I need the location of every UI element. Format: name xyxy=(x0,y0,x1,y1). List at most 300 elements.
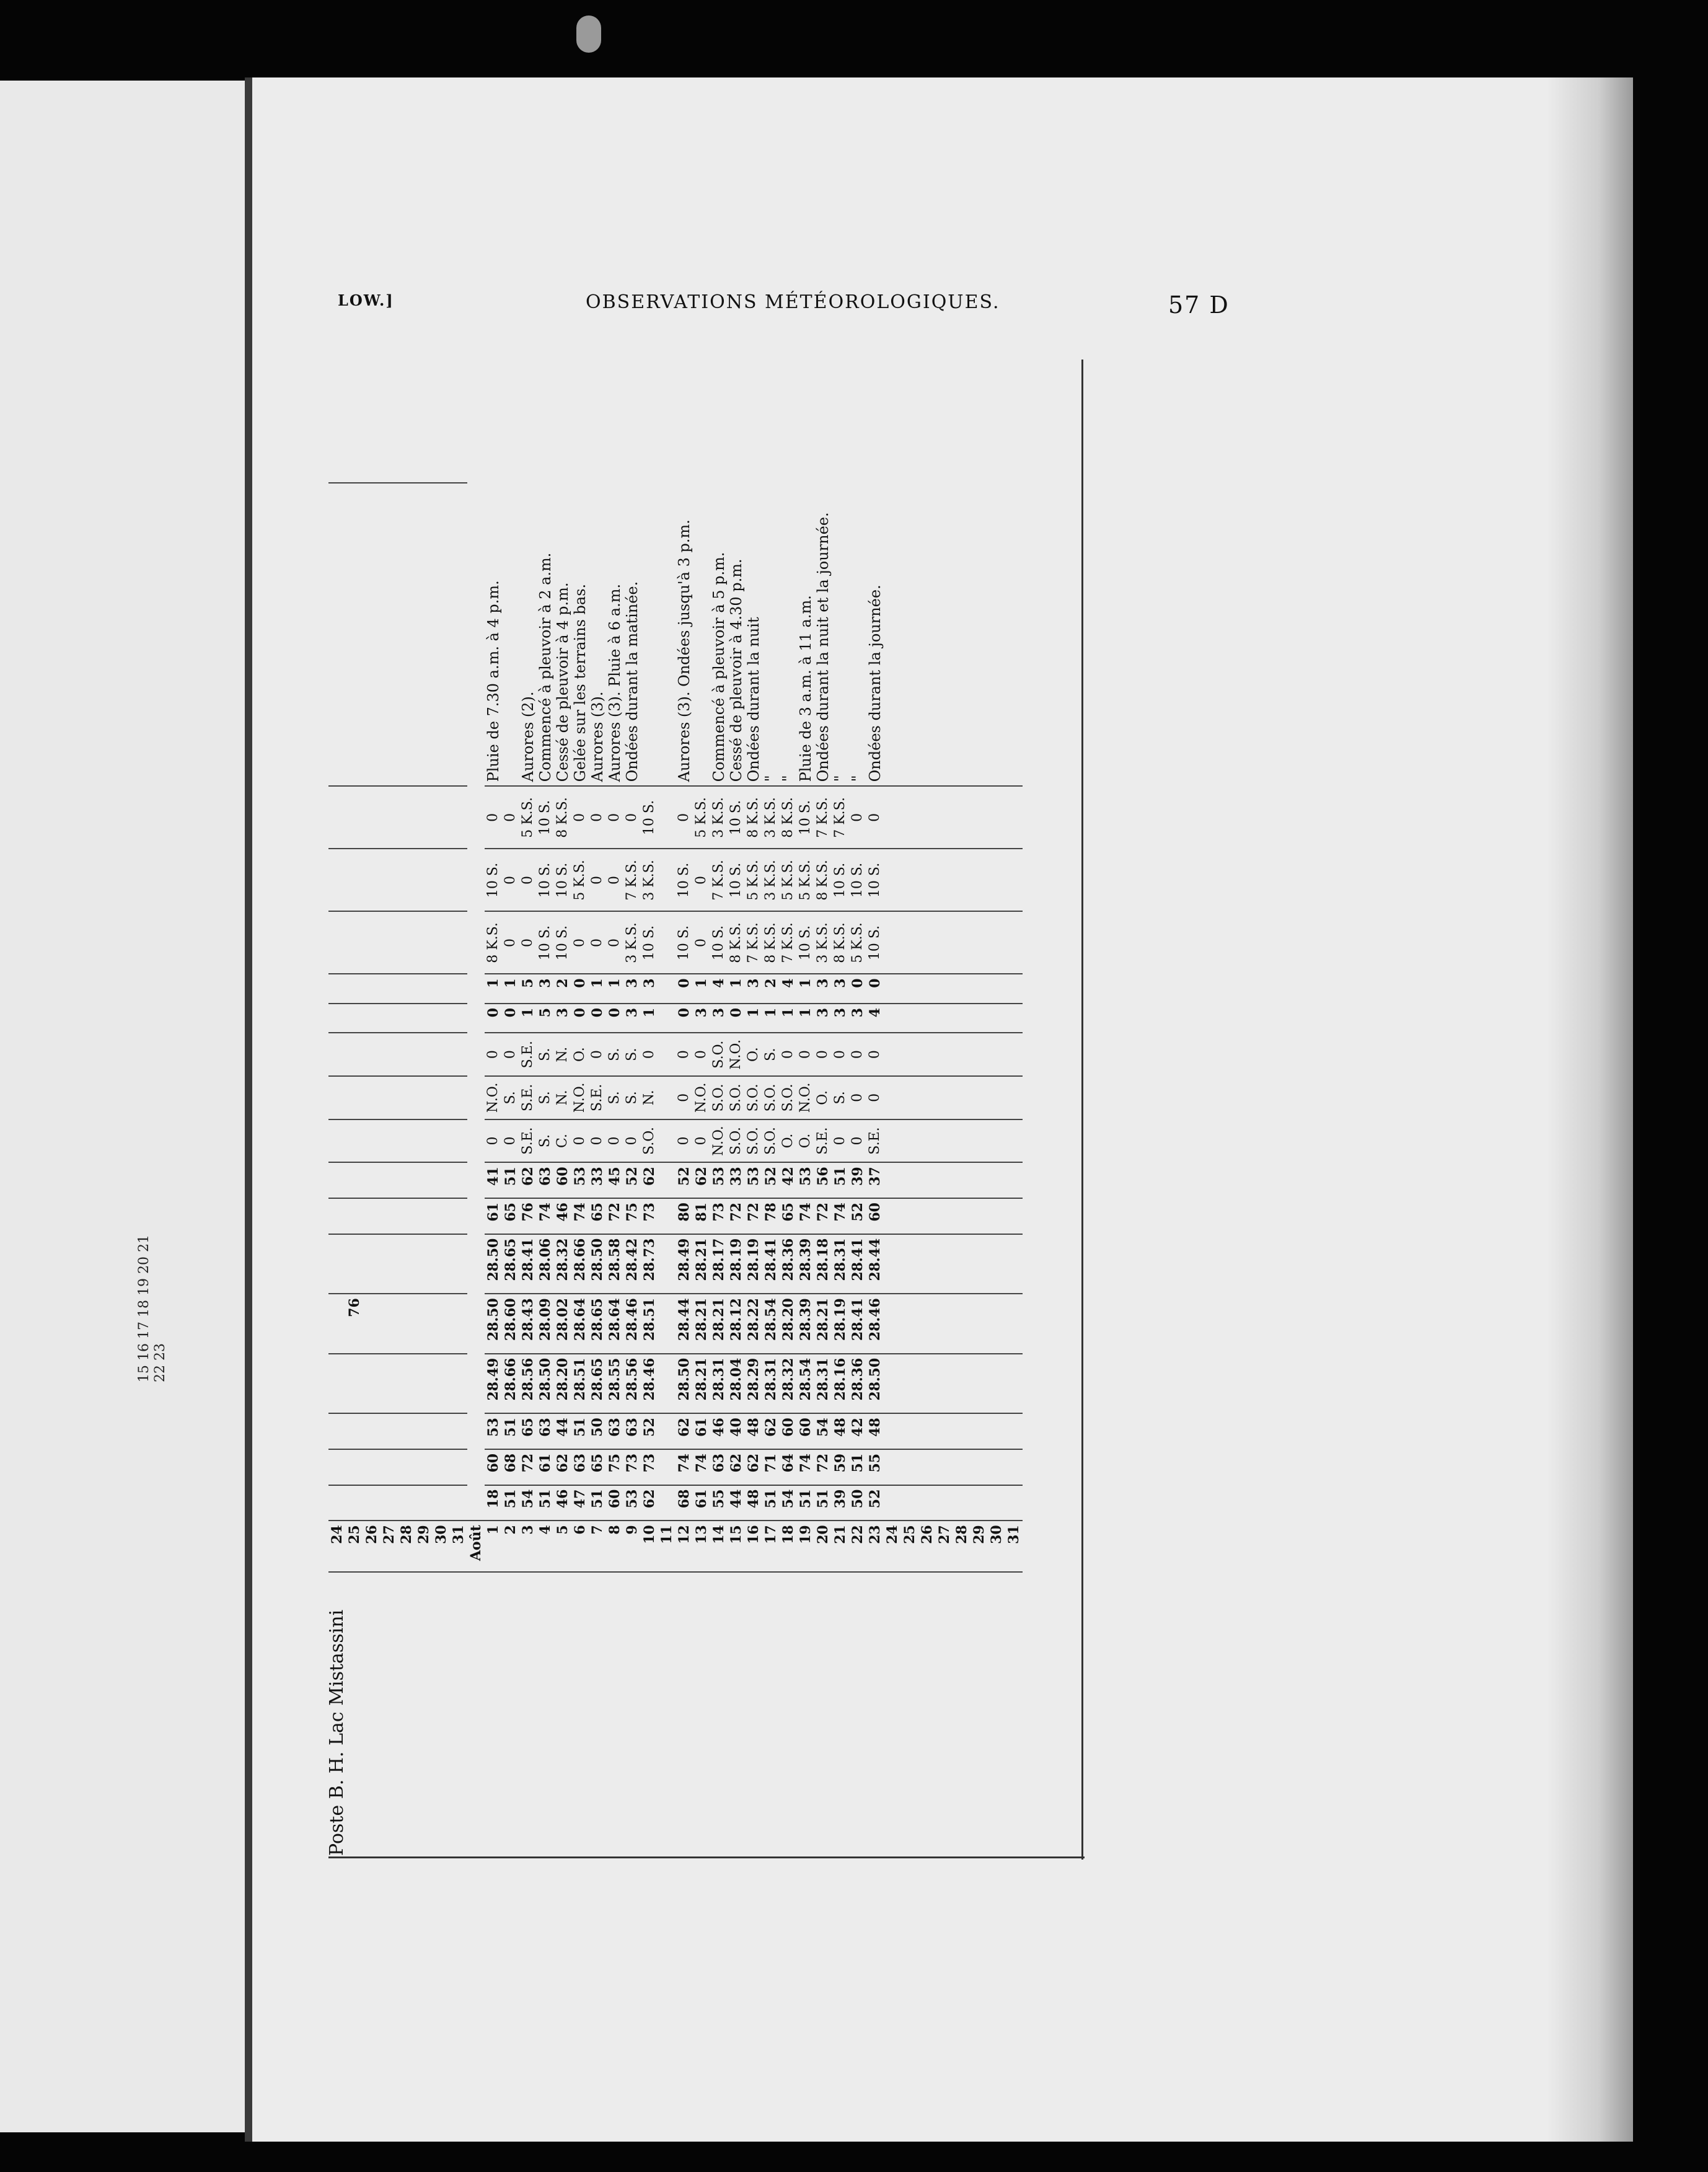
value-cell: 63 xyxy=(710,1449,728,1485)
value-cell: 0 xyxy=(849,786,866,849)
value-cell xyxy=(381,786,398,849)
value-cell: S.O. xyxy=(780,1076,797,1119)
value-cell xyxy=(363,1004,381,1033)
value-cell: 53 xyxy=(571,1162,589,1198)
value-cell xyxy=(988,849,1005,911)
value-cell xyxy=(346,1076,363,1119)
value-cell xyxy=(450,1354,467,1414)
observations-table xyxy=(328,360,1091,1860)
value-cell xyxy=(901,786,918,849)
remarks-cell xyxy=(936,483,953,786)
station-cell xyxy=(346,1572,363,1860)
station-cell xyxy=(693,1572,710,1860)
remarks-cell: Pluie de 7.30 a.m. à 4 p.m. xyxy=(485,580,502,782)
value-cell: 28.50 xyxy=(866,1354,884,1414)
value-cell: 73 xyxy=(641,1198,658,1234)
value-cell xyxy=(884,1033,901,1076)
remarks-cell xyxy=(433,360,450,483)
remarks-cell: " xyxy=(780,775,797,782)
value-cell: 55 xyxy=(710,1485,728,1521)
value-cell: 75 xyxy=(606,1449,623,1485)
value-cell: S.E. xyxy=(519,1033,537,1076)
value-cell xyxy=(346,483,363,786)
value-cell xyxy=(884,1119,901,1163)
table-row xyxy=(346,360,363,1860)
value-cell xyxy=(381,1119,398,1163)
value-cell: 10 S. xyxy=(866,911,884,974)
value-cell xyxy=(381,1004,398,1033)
value-cell xyxy=(398,1198,415,1234)
value-cell xyxy=(884,1004,901,1033)
day-cell: 8 xyxy=(606,1521,623,1572)
day-cell: 27 xyxy=(936,1521,953,1572)
remarks-cell xyxy=(328,360,346,483)
value-cell xyxy=(328,1162,346,1198)
remarks-cell: Aurores (3). Ondées jusqu'à 3 p.m. xyxy=(676,519,693,782)
value-cell: 63 xyxy=(537,1413,554,1449)
value-cell xyxy=(381,849,398,911)
value-cell: 0 xyxy=(502,786,519,849)
value-cell xyxy=(918,1485,936,1521)
value-cell xyxy=(433,1234,450,1294)
value-cell: S.E. xyxy=(814,1119,832,1163)
station-cell xyxy=(710,1572,728,1860)
value-cell xyxy=(415,1198,433,1234)
value-cell: 28.56 xyxy=(519,1354,537,1414)
value-cell xyxy=(381,483,398,786)
value-cell xyxy=(398,1485,415,1521)
value-cell: 28.22 xyxy=(745,1294,762,1354)
table-row xyxy=(710,360,728,1860)
value-cell: 48 xyxy=(832,1413,849,1449)
value-cell: 46 xyxy=(710,1413,728,1449)
value-cell: 8 K.S. xyxy=(728,911,745,974)
value-cell xyxy=(1005,1354,1023,1414)
day-cell: 22 xyxy=(849,1521,866,1572)
value-cell: 2 xyxy=(554,974,571,1003)
station-cell xyxy=(780,1572,797,1860)
value-cell xyxy=(433,849,450,911)
value-cell: 28.46 xyxy=(641,1354,658,1414)
value-cell xyxy=(658,1162,676,1198)
value-cell: 76 xyxy=(346,1294,363,1354)
value-cell: 68 xyxy=(676,1485,693,1521)
remarks-cell xyxy=(693,483,710,786)
value-cell xyxy=(450,1413,467,1449)
value-cell: S.O. xyxy=(641,1119,658,1163)
value-cell xyxy=(450,1449,467,1485)
value-cell: 0 xyxy=(866,1076,884,1119)
value-cell: S. xyxy=(606,1033,623,1076)
value-cell xyxy=(328,1485,346,1521)
table-row xyxy=(589,360,606,1860)
value-cell xyxy=(450,1234,467,1294)
value-cell: 0 xyxy=(502,1119,519,1163)
remarks-cell: Commencé à pleuvoir à 2 a.m. xyxy=(537,552,554,782)
value-cell xyxy=(953,1198,971,1234)
remarks-cell: Aurores (3). Pluie à 6 a.m. xyxy=(606,583,623,782)
value-cell: S.E. xyxy=(519,1076,537,1119)
value-cell: 28.31 xyxy=(762,1354,780,1414)
value-cell xyxy=(918,1449,936,1485)
station-cell xyxy=(415,1572,433,1860)
value-cell: 3 xyxy=(832,974,849,1003)
value-cell xyxy=(988,1354,1005,1414)
value-cell xyxy=(381,974,398,1003)
value-cell: 3 xyxy=(849,1004,866,1033)
value-cell: 0 xyxy=(849,1033,866,1076)
table-row xyxy=(884,360,901,1860)
value-cell: 0 xyxy=(485,1119,502,1163)
value-cell: 51 xyxy=(502,1485,519,1521)
value-cell xyxy=(936,1294,953,1354)
value-cell: 0 xyxy=(676,1119,693,1163)
value-cell xyxy=(1005,1162,1023,1198)
value-cell xyxy=(901,1485,918,1521)
value-cell: 28.04 xyxy=(728,1354,745,1414)
value-cell: 28.55 xyxy=(606,1354,623,1414)
value-cell: O. xyxy=(571,1033,589,1076)
value-cell xyxy=(363,1162,381,1198)
value-cell xyxy=(936,1234,953,1294)
value-cell: 0 xyxy=(606,849,623,911)
station-cell xyxy=(728,1572,745,1860)
value-cell: 1 xyxy=(519,1004,537,1033)
value-cell xyxy=(884,1198,901,1234)
value-cell: 28.60 xyxy=(502,1294,519,1354)
value-cell: 42 xyxy=(849,1413,866,1449)
station-cell xyxy=(571,1572,589,1860)
remarks-cell xyxy=(1005,483,1023,786)
remarks-cell: Ondées durant la nuit xyxy=(745,617,762,782)
day-cell: 9 xyxy=(623,1521,641,1572)
station-cell xyxy=(832,1572,849,1860)
value-cell xyxy=(398,786,415,849)
value-cell xyxy=(433,1354,450,1414)
day-cell: 30 xyxy=(988,1521,1005,1572)
value-cell xyxy=(398,911,415,974)
value-cell xyxy=(1005,786,1023,849)
value-cell: 28.31 xyxy=(814,1354,832,1414)
value-cell xyxy=(884,1485,901,1521)
value-cell xyxy=(433,1198,450,1234)
value-cell xyxy=(398,849,415,911)
day-cell: 19 xyxy=(797,1521,814,1572)
value-cell xyxy=(363,1294,381,1354)
value-cell xyxy=(346,1413,363,1449)
value-cell: 28.39 xyxy=(797,1294,814,1354)
value-cell: 10 S. xyxy=(676,911,693,974)
value-cell: 73 xyxy=(623,1449,641,1485)
value-cell xyxy=(884,974,901,1003)
value-cell: O. xyxy=(797,1119,814,1163)
value-cell xyxy=(918,1076,936,1119)
table-row xyxy=(797,360,814,1860)
value-cell: 3 K.S. xyxy=(762,849,780,911)
value-cell xyxy=(346,911,363,974)
station-cell xyxy=(762,1572,780,1860)
value-cell xyxy=(346,1004,363,1033)
value-cell: 74 xyxy=(797,1198,814,1234)
remarks-cell xyxy=(918,483,936,786)
value-cell xyxy=(658,1033,676,1076)
value-cell xyxy=(953,1449,971,1485)
value-cell xyxy=(398,1119,415,1163)
value-cell xyxy=(988,1033,1005,1076)
remarks-cell xyxy=(450,360,467,483)
value-cell xyxy=(971,974,988,1003)
value-cell: S.O. xyxy=(728,1119,745,1163)
value-cell: 62 xyxy=(676,1413,693,1449)
value-cell xyxy=(363,849,381,911)
value-cell: 78 xyxy=(762,1198,780,1234)
value-cell: 0 xyxy=(571,786,589,849)
value-cell xyxy=(433,1119,450,1163)
value-cell xyxy=(398,483,415,786)
table-row xyxy=(780,360,797,1860)
value-cell xyxy=(328,974,346,1003)
value-cell xyxy=(918,1198,936,1234)
remarks-cell xyxy=(658,483,676,786)
day-cell: 28 xyxy=(953,1521,971,1572)
value-cell xyxy=(381,1449,398,1485)
value-cell: 46 xyxy=(554,1485,571,1521)
value-cell: 0 xyxy=(502,1033,519,1076)
station-cell xyxy=(381,1572,398,1860)
day-cell: 30 xyxy=(433,1521,450,1572)
value-cell: 28.54 xyxy=(762,1294,780,1354)
value-cell xyxy=(936,1198,953,1234)
value-cell: 65 xyxy=(589,1198,606,1234)
value-cell: 54 xyxy=(519,1485,537,1521)
value-cell: 28.54 xyxy=(797,1354,814,1414)
value-cell xyxy=(433,1449,450,1485)
value-cell: 0 xyxy=(728,1004,745,1033)
remarks-cell xyxy=(363,360,381,483)
remarks-cell xyxy=(381,360,398,483)
station-cell xyxy=(450,1572,467,1860)
value-cell xyxy=(901,849,918,911)
value-cell xyxy=(884,1449,901,1485)
station-cell xyxy=(606,1572,623,1860)
value-cell xyxy=(936,1033,953,1076)
station-cell xyxy=(589,1572,606,1860)
value-cell: 1 xyxy=(641,1004,658,1033)
station-cell xyxy=(797,1572,814,1860)
value-cell: 1 xyxy=(693,974,710,1003)
value-cell: 0 xyxy=(589,1004,606,1033)
remarks-cell: Cessé de pleuvoir à 4.30 p.m. xyxy=(728,558,745,782)
station-cell xyxy=(884,1572,901,1860)
value-cell: 0 xyxy=(571,974,589,1003)
value-cell: 60 xyxy=(606,1485,623,1521)
value-cell: 28.31 xyxy=(710,1354,728,1414)
value-cell: 1 xyxy=(797,974,814,1003)
value-cell xyxy=(398,1413,415,1449)
value-cell xyxy=(450,786,467,849)
value-cell: 4 xyxy=(866,1004,884,1033)
value-cell xyxy=(884,849,901,911)
value-cell xyxy=(953,1004,971,1033)
day-cell: 25 xyxy=(346,1521,363,1572)
value-cell: 28.46 xyxy=(866,1294,884,1354)
value-cell: 51 xyxy=(797,1485,814,1521)
value-cell xyxy=(953,1033,971,1076)
month-row xyxy=(467,360,485,1860)
value-cell xyxy=(346,1485,363,1521)
value-cell: 63 xyxy=(537,1162,554,1198)
value-cell: N.O. xyxy=(797,1076,814,1119)
table-row xyxy=(502,360,519,1860)
value-cell: 28.21 xyxy=(693,1234,710,1294)
value-cell xyxy=(415,1004,433,1033)
value-cell: 1 xyxy=(728,974,745,1003)
value-cell xyxy=(415,1485,433,1521)
value-cell xyxy=(398,974,415,1003)
facing-page-day: 20 xyxy=(136,1252,152,1274)
value-cell: 60 xyxy=(485,1449,502,1485)
value-cell xyxy=(1005,1449,1023,1485)
value-cell xyxy=(346,1198,363,1234)
value-cell: 28.50 xyxy=(589,1234,606,1294)
value-cell: 53 xyxy=(745,1162,762,1198)
value-cell xyxy=(901,974,918,1003)
value-cell xyxy=(971,1449,988,1485)
value-cell: 8 K.S. xyxy=(832,911,849,974)
value-cell xyxy=(381,1294,398,1354)
value-cell: 28.41 xyxy=(519,1234,537,1294)
value-cell: 28.42 xyxy=(623,1234,641,1294)
value-cell: S.O. xyxy=(745,1076,762,1119)
value-cell: 28.51 xyxy=(571,1354,589,1414)
day-cell: 4 xyxy=(537,1521,554,1572)
value-cell: 0 xyxy=(519,849,537,911)
value-cell xyxy=(363,1413,381,1449)
value-cell: 81 xyxy=(693,1198,710,1234)
value-cell xyxy=(363,1449,381,1485)
value-cell: 80 xyxy=(676,1198,693,1234)
value-cell: O. xyxy=(814,1076,832,1119)
value-cell xyxy=(346,1234,363,1294)
value-cell xyxy=(918,1033,936,1076)
remarks-cell xyxy=(398,360,415,483)
value-cell: 52 xyxy=(866,1485,884,1521)
value-cell xyxy=(988,786,1005,849)
value-cell: 37 xyxy=(866,1162,884,1198)
value-cell xyxy=(381,1354,398,1414)
remarks-cell: Pluie de 3 a.m. à 11 a.m. xyxy=(797,595,814,782)
value-cell: 65 xyxy=(519,1413,537,1449)
value-cell xyxy=(346,1119,363,1163)
station-cell xyxy=(433,1572,450,1860)
value-cell: 62 xyxy=(519,1162,537,1198)
day-cell: 28 xyxy=(398,1521,415,1572)
value-cell: 65 xyxy=(589,1449,606,1485)
value-cell: 50 xyxy=(849,1485,866,1521)
value-cell: 74 xyxy=(571,1198,589,1234)
value-cell xyxy=(433,1485,450,1521)
station-cell xyxy=(658,1572,676,1860)
value-cell: N. xyxy=(554,1033,571,1076)
day-cell: 2 xyxy=(502,1521,519,1572)
day-cell: 24 xyxy=(328,1521,346,1572)
value-cell: 28.50 xyxy=(485,1234,502,1294)
value-cell: O. xyxy=(745,1033,762,1076)
value-cell: 3 K.S. xyxy=(710,786,728,849)
table-row xyxy=(658,360,676,1860)
value-cell: 10 S. xyxy=(554,849,571,911)
value-cell: S.O. xyxy=(762,1076,780,1119)
value-cell: 28.50 xyxy=(676,1354,693,1414)
value-cell xyxy=(346,974,363,1003)
station-cell xyxy=(485,1572,502,1860)
value-cell: 10 S. xyxy=(554,911,571,974)
value-cell: 28.58 xyxy=(606,1234,623,1294)
value-cell xyxy=(363,911,381,974)
value-cell: 3 xyxy=(814,974,832,1003)
table-row xyxy=(901,360,918,1860)
remarks-cell xyxy=(988,483,1005,786)
day-cell: 10 xyxy=(641,1521,658,1572)
value-cell: 28.21 xyxy=(693,1354,710,1414)
value-cell: N.O. xyxy=(693,1076,710,1119)
value-cell: 51 xyxy=(832,1162,849,1198)
value-cell: 3 xyxy=(537,974,554,1003)
value-cell: 62 xyxy=(762,1413,780,1449)
value-cell: 28.06 xyxy=(537,1234,554,1294)
value-cell xyxy=(381,1485,398,1521)
facing-page-day: 19 xyxy=(136,1274,152,1296)
remarks-cell: Aurores (3). xyxy=(589,691,606,782)
value-cell xyxy=(936,1004,953,1033)
value-cell: 0 xyxy=(693,849,710,911)
value-cell: 52 xyxy=(641,1413,658,1449)
value-cell: 71 xyxy=(762,1449,780,1485)
value-cell: 1 xyxy=(797,1004,814,1033)
value-cell: 8 K.S. xyxy=(762,911,780,974)
month-label: Août xyxy=(467,1521,485,1572)
value-cell: S.O. xyxy=(710,1076,728,1119)
value-cell: 39 xyxy=(832,1485,849,1521)
value-cell: 0 xyxy=(866,1033,884,1076)
value-cell: 28.50 xyxy=(485,1294,502,1354)
value-cell xyxy=(328,1004,346,1033)
table-row xyxy=(519,360,537,1860)
value-cell xyxy=(953,1354,971,1414)
value-cell: 74 xyxy=(537,1198,554,1234)
value-cell xyxy=(953,1485,971,1521)
value-cell: 28.32 xyxy=(780,1354,797,1414)
day-cell: 12 xyxy=(676,1521,693,1572)
value-cell: C. xyxy=(554,1119,571,1163)
table-row xyxy=(398,360,415,1860)
table-row xyxy=(1005,360,1023,1860)
value-cell: 44 xyxy=(554,1413,571,1449)
value-cell xyxy=(398,1449,415,1485)
table-row xyxy=(953,360,971,1860)
table-row xyxy=(485,360,502,1860)
value-cell: 61 xyxy=(485,1198,502,1234)
value-cell xyxy=(346,1162,363,1198)
value-cell: 0 xyxy=(693,1033,710,1076)
value-cell xyxy=(901,1198,918,1234)
scan-artifact xyxy=(576,15,601,53)
value-cell xyxy=(918,849,936,911)
value-cell xyxy=(936,1119,953,1163)
value-cell: 42 xyxy=(780,1162,797,1198)
value-cell: 0 xyxy=(571,1004,589,1033)
value-cell xyxy=(328,849,346,911)
